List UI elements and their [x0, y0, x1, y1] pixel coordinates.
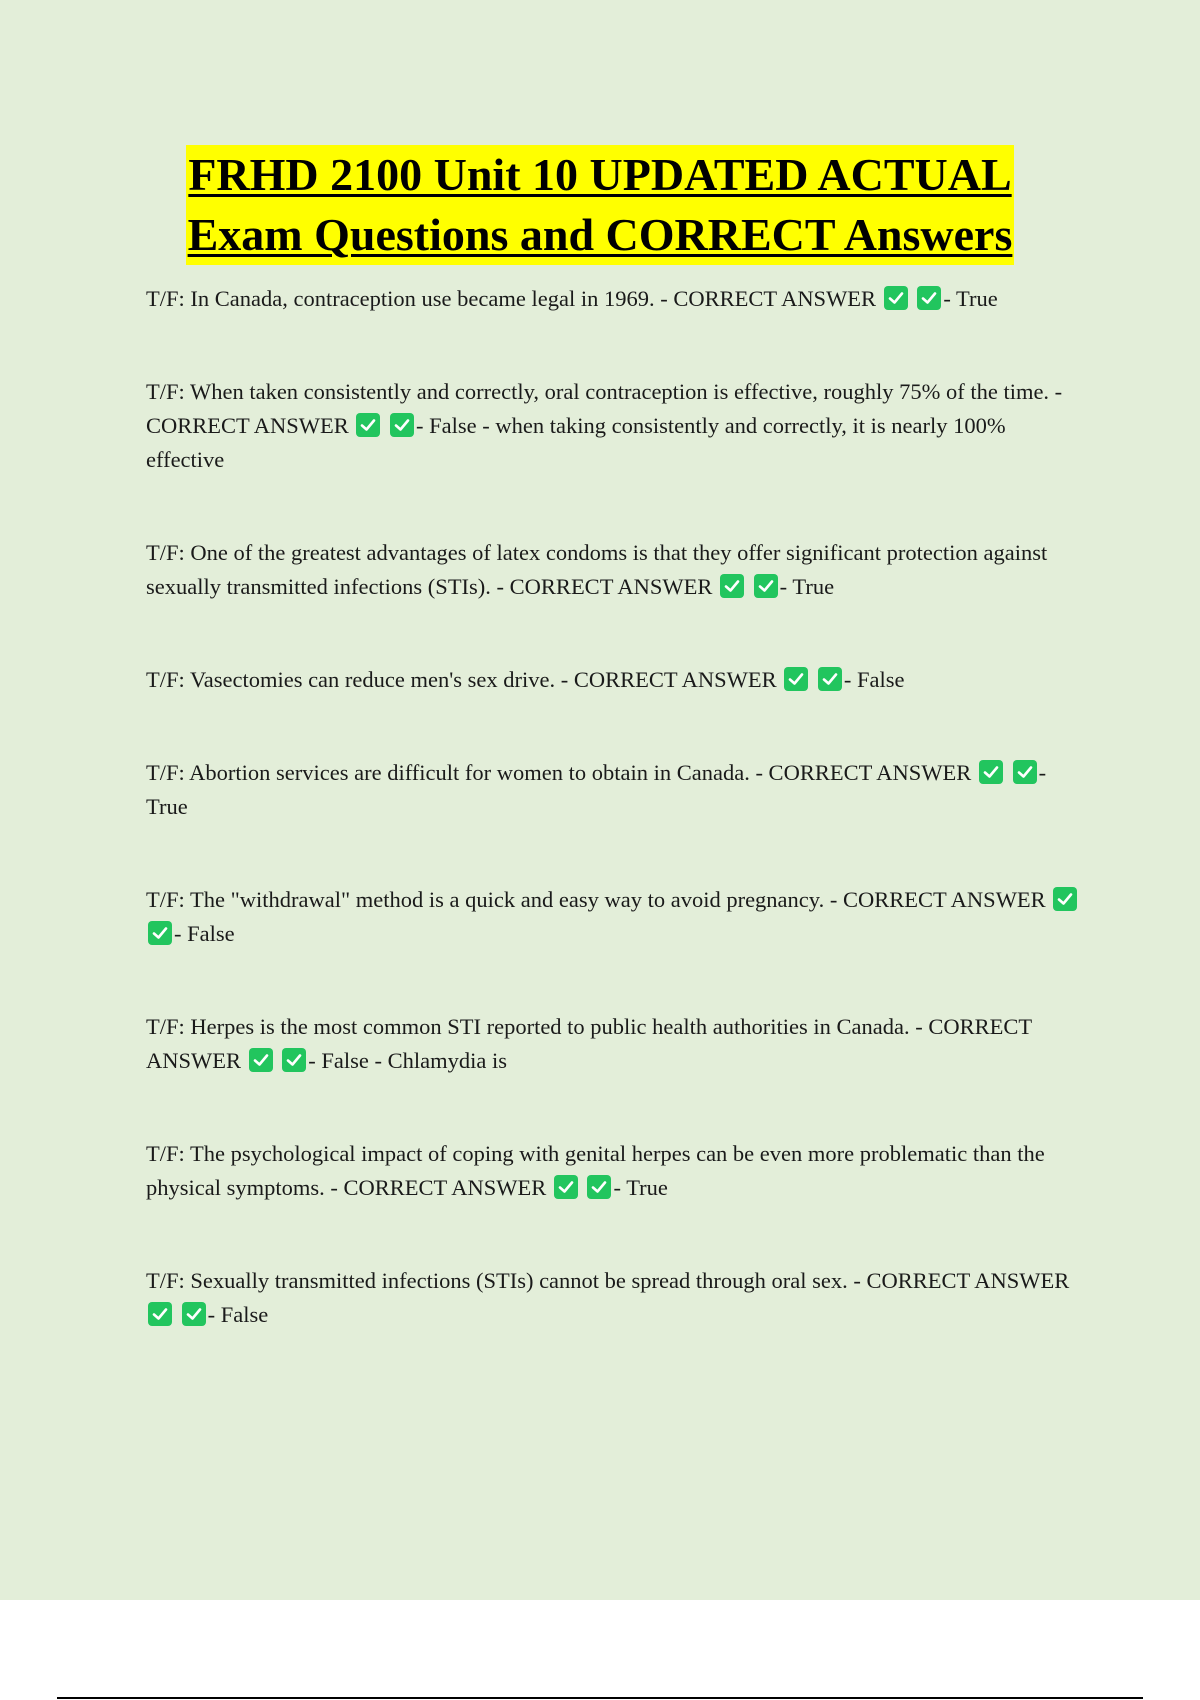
check-mark-icon [754, 574, 778, 598]
question-text: T/F: When taken consistently and correctly, oral contraception is effective, roughly 75% of the time. - CORRECT ANSWER [146, 379, 1063, 438]
question-text: T/F: The "withdrawal" method is a quick and easy way to avoid pregnancy. - CORRECT ANSWER [146, 887, 1046, 912]
check-mark-icon [1013, 760, 1037, 784]
check-mark-icon [884, 286, 908, 310]
qa-list [146, 282, 1086, 1391]
question-text: T/F: The psychological impact of coping with genital herpes can be even more problematic than the physical symptoms. - CORRECT ANSWER [146, 1141, 1045, 1200]
answer-text: - False [207, 1302, 269, 1327]
qa-item [146, 883, 1086, 951]
answer-text: - True [943, 286, 998, 311]
qa-item [146, 375, 1086, 477]
check-mark-icon [356, 413, 380, 437]
qa-item [146, 756, 1086, 824]
question-text: T/F: Abortion services are difficult for women to obtain in Canada. - CORRECT ANSWER [146, 760, 972, 785]
check-mark-icon [554, 1175, 578, 1199]
check-mark-icon [587, 1175, 611, 1199]
check-mark-icon [720, 574, 744, 598]
check-mark-icon [784, 667, 808, 691]
question-text: T/F: Herpes is the most common STI reported to public health authorities in Canada. - CORRECT ANSWER [146, 1014, 1032, 1073]
document-title [0, 145, 1200, 265]
qa-item [146, 1137, 1086, 1205]
answer-text: - True [779, 574, 835, 599]
qa-item [146, 536, 1086, 604]
page-footer [0, 1600, 1200, 1700]
check-mark-icon [979, 760, 1003, 784]
answer-text: - True [613, 1175, 668, 1200]
question-text: T/F: Sexually transmitted infections (STIs) cannot be spread through oral sex. - CORRECT ANSWER [146, 1268, 1070, 1293]
check-mark-icon [282, 1048, 306, 1072]
question-text: T/F: Vasectomies can reduce men's sex drive. - CORRECT ANSWER [146, 667, 777, 692]
footer-divider [57, 1697, 1143, 1699]
question-text: T/F: In Canada, contraception use became legal in 1969. - CORRECT ANSWER [146, 286, 877, 311]
qa-item [146, 663, 1086, 697]
answer-text: - False [174, 921, 235, 946]
check-mark-icon [148, 921, 172, 945]
title-line-1: FRHD 2100 Unit 10 UPDATED ACTUAL [186, 145, 1013, 205]
question-text: T/F: One of the greatest advantages of latex condoms is that they offer significant protection against sexually transmitted infections (STIs). - CORRECT ANSWER [146, 540, 1048, 599]
check-mark-icon [182, 1302, 206, 1326]
qa-item [146, 1264, 1086, 1332]
check-mark-icon [917, 286, 941, 310]
qa-item [146, 282, 1086, 316]
check-mark-icon [818, 667, 842, 691]
answer-text: - False [843, 667, 905, 692]
answer-text: - False - when taking consistently and correctly, it is nearly 100% effective [146, 413, 1006, 472]
check-mark-icon [390, 413, 414, 437]
check-mark-icon [1053, 887, 1077, 911]
qa-item [146, 1010, 1086, 1078]
answer-text: - False - Chlamydia is [308, 1048, 507, 1073]
answer-text: - True [146, 760, 1047, 819]
title-line-2: Exam Questions and CORRECT Answers [186, 205, 1015, 265]
check-mark-icon [148, 1302, 172, 1326]
check-mark-icon [249, 1048, 273, 1072]
